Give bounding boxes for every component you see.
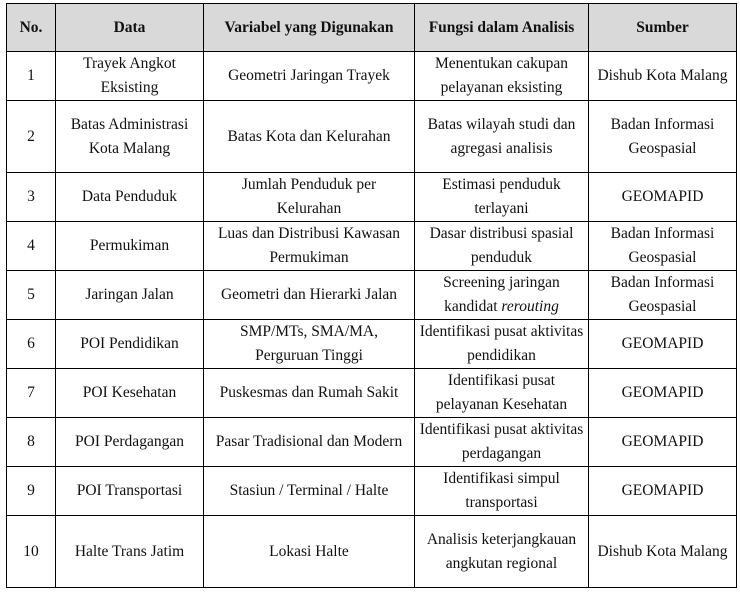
cell-fungsi: Dasar distribusi spasial penduduk [415, 222, 589, 271]
cell-no: 8 [7, 418, 56, 467]
cell-data: Batas Administrasi Kota Malang [56, 101, 204, 173]
header-no: No. [7, 4, 56, 52]
cell-sumber: Badan Informasi Geospasial [589, 222, 737, 271]
cell-no: 2 [7, 101, 56, 173]
cell-variabel: Pasar Tradisional dan Modern [204, 418, 415, 467]
cell-variabel: Batas Kota dan Kelurahan [204, 101, 415, 173]
cell-no: 1 [7, 52, 56, 101]
cell-fungsi: Analisis keterjangkauan angkutan regional [415, 516, 589, 588]
header-sumber: Sumber [589, 4, 737, 52]
table-row [7, 52, 737, 101]
cell-sumber: GEOMAPID [589, 418, 737, 467]
table-row [7, 320, 737, 369]
cell-fungsi-italic: rerouting [501, 298, 559, 315]
cell-data: Halte Trans Jatim [56, 516, 204, 588]
cell-no: 6 [7, 320, 56, 369]
table-row [7, 418, 737, 467]
cell-fungsi: Identifikasi pusat aktivitas perdagangan [415, 418, 589, 467]
table-row [7, 369, 737, 418]
cell-variabel: Jumlah Penduduk per Kelurahan [204, 173, 415, 222]
cell-fungsi-text: Screening jaringan kandidat [443, 274, 560, 315]
cell-sumber: GEOMAPID [589, 173, 737, 222]
cell-variabel: Stasiun / Terminal / Halte [204, 467, 415, 516]
cell-data: POI Transportasi [56, 467, 204, 516]
table-row [7, 101, 737, 173]
cell-sumber: GEOMAPID [589, 320, 737, 369]
cell-data: POI Perdagangan [56, 418, 204, 467]
table-row [7, 271, 737, 320]
cell-data: Trayek Angkot Eksisting [56, 52, 204, 101]
cell-variabel: Geometri Jaringan Trayek [204, 52, 415, 101]
cell-data: Jaringan Jalan [56, 271, 204, 320]
cell-fungsi: Identifikasi pusat aktivitas pendidikan [415, 320, 589, 369]
cell-data: Data Penduduk [56, 173, 204, 222]
cell-no: 3 [7, 173, 56, 222]
cell-variabel: Lokasi Halte [204, 516, 415, 588]
cell-no: 9 [7, 467, 56, 516]
table-row [7, 173, 737, 222]
cell-variabel: Puskesmas dan Rumah Sakit [204, 369, 415, 418]
cell-no: 7 [7, 369, 56, 418]
cell-no: 4 [7, 222, 56, 271]
table-row [7, 222, 737, 271]
cell-sumber: Dishub Kota Malang [589, 52, 737, 101]
header-row [7, 4, 737, 52]
cell-fungsi: Menentukan cakupan pelayanan eksisting [415, 52, 589, 101]
cell-no: 10 [7, 516, 56, 588]
header-data: Data [56, 4, 204, 52]
cell-sumber: GEOMAPID [589, 467, 737, 516]
cell-fungsi: Identifikasi pusat pelayanan Kesehatan [415, 369, 589, 418]
cell-variabel: Geometri dan Hierarki Jalan [204, 271, 415, 320]
cell-sumber: Dishub Kota Malang [589, 516, 737, 588]
cell-fungsi [415, 271, 589, 320]
table-row [7, 516, 737, 588]
cell-sumber: GEOMAPID [589, 369, 737, 418]
cell-data: POI Kesehatan [56, 369, 204, 418]
cell-no: 5 [7, 271, 56, 320]
cell-data: POI Pendidikan [56, 320, 204, 369]
cell-variabel: Luas dan Distribusi Kawasan Permukiman [204, 222, 415, 271]
cell-variabel: SMP/MTs, SMA/MA, Perguruan Tinggi [204, 320, 415, 369]
header-variabel: Variabel yang Digunakan [204, 4, 415, 52]
data-table [6, 3, 737, 588]
header-fungsi: Fungsi dalam Analisis [415, 4, 589, 52]
cell-data: Permukiman [56, 222, 204, 271]
cell-fungsi: Estimasi penduduk terlayani [415, 173, 589, 222]
table-row [7, 467, 737, 516]
cell-fungsi: Batas wilayah studi dan agregasi analisis [415, 101, 589, 173]
cell-fungsi: Identifikasi simpul transportasi [415, 467, 589, 516]
cell-sumber: Badan Informasi Geospasial [589, 101, 737, 173]
cell-sumber: Badan Informasi Geospasial [589, 271, 737, 320]
